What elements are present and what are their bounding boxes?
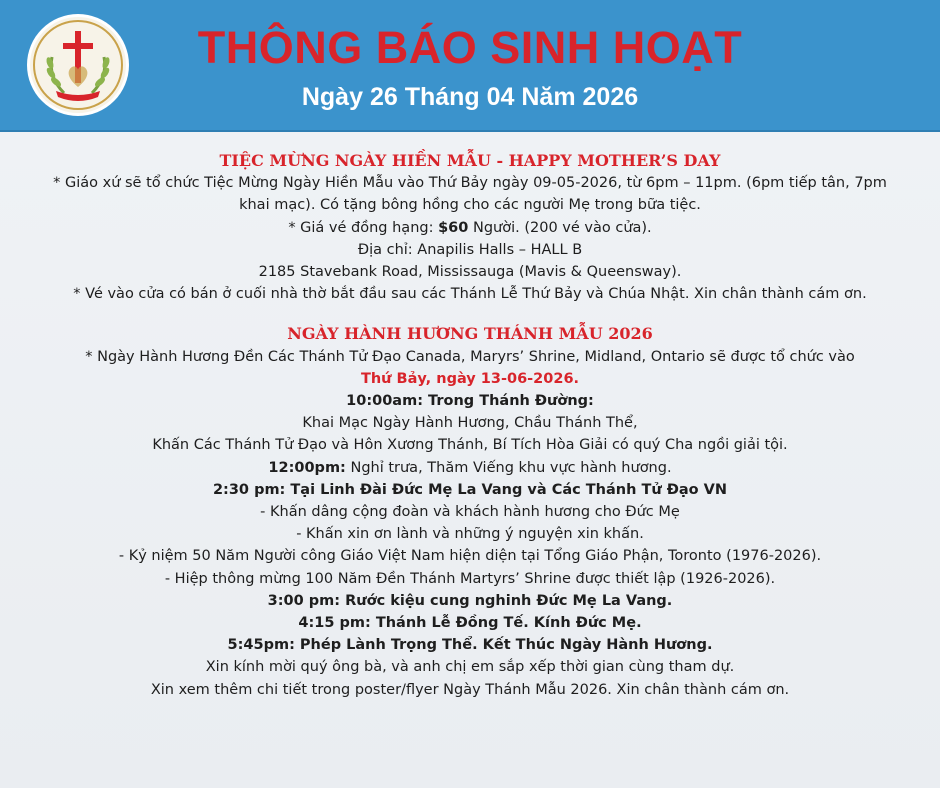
schedule-1615 [0, 612, 940, 634]
closing-more-info: Xin xem thêm chi tiết trong poster/flyer Ngày Thánh Mẫu 2026. Xin chân thành cám ơn. [150, 681, 790, 698]
schedule-1000-title: 10:00am: Trong Thánh Đường: [346, 393, 594, 410]
ticket-price: $60 [438, 219, 469, 236]
price-suffix: Người. (200 vé vào cửa). [468, 219, 652, 236]
schedule-1200-time: 12:00pm: [268, 459, 346, 476]
schedule-1200 [0, 457, 940, 479]
mothers-day-line-2: khai mạc). Có tặng bông hồng cho các người Mẹ trong bữa tiệc. [239, 197, 701, 214]
pilgrimage-date: Thứ Bảy, ngày 13-06-2026. [360, 370, 580, 387]
schedule-1430 [0, 479, 940, 501]
schedule-1000-detail-b: Khấn Các Thánh Tử Đạo và Hôn Xương Thánh, Bí Tích Hòa Giải có quý Cha ngồi giải tội. [152, 437, 788, 454]
venue-label: Địa chỉ: Anapilis Halls – HALL B [357, 241, 583, 258]
schedule-1000 [0, 390, 940, 412]
schedule-1000-detail-a: Khai Mạc Ngày Hành Hương, Chầu Thánh Thể, [302, 415, 638, 432]
schedule-1500-title: 3:00 pm: Rước kiệu cung nghinh Đức Mẹ La Vang. [267, 592, 673, 609]
ticket-price-line [0, 217, 940, 239]
schedule-1745-title: 5:45pm: Phép Lành Trọng Thể. Kết Thúc Ngày Hành Hương. [227, 637, 713, 654]
venue-address: 2185 Stavebank Road, Mississauga (Mavis & Queensway). [258, 264, 682, 281]
closing-invitation: Xin kính mời quý ông bà, và anh chị em sắp xếp thời gian cùng tham dự. [205, 659, 735, 676]
schedule-1615-title: 4:15 pm: Thánh Lễ Đồng Tế. Kính Đức Mẹ. [298, 615, 642, 632]
schedule-1430-detail-b: - Khấn xin ơn lành và những ý nguyện xin khấn. [296, 526, 644, 543]
schedule-1200-text: Nghỉ trưa, Thăm Viếng khu vực hành hương. [345, 459, 672, 476]
schedule-1745 [0, 634, 940, 656]
schedule-1430-title: 2:30 pm: Tại Linh Đài Đức Mẹ La Vang và Các Thánh Tử Đạo VN [212, 481, 728, 498]
schedule-1430-detail-c: - Kỷ niệm 50 Năm Người công Giáo Việt Nam hiện diện tại Tổng Giáo Phận, Toronto (1976-2026). [118, 548, 822, 565]
announcement-date: Ngày 26 Tháng 04 Năm 2026 [301, 83, 639, 111]
pilgrimage-intro: * Ngày Hành Hương Đền Các Thánh Tử Đạo Canada, Maryrs’ Shrine, Midland, Ontario sẽ được tổ chức vào [85, 348, 855, 365]
ticket-sales-note: * Vé vào cửa có bán ở cuối nhà thờ bắt đầu sau các Thánh Lễ Thứ Bảy và Chúa Nhật. Xin chân thành cám ơn. [73, 286, 867, 303]
schedule-1430-detail-d: - Hiệp thông mừng 100 Năm Đền Thánh Martyrs’ Shrine được thiết lập (1926-2026). [164, 570, 776, 587]
page-title: THÔNG BÁO SINH HOẠT [197, 22, 743, 73]
price-prefix: * Giá vé đồng hạng: [288, 219, 439, 236]
mothers-day-line-1: * Giáo xứ sẽ tổ chức Tiệc Mừng Ngày Hiền Mẫu vào Thứ Bảy ngày 09-05-2026, từ 6pm – 11pm. (6pm tiếp tân, 7pm [53, 175, 887, 192]
schedule-1500 [0, 590, 940, 612]
announcement-body [0, 132, 940, 701]
section-spacer [0, 305, 940, 323]
header-banner [0, 0, 940, 132]
schedule-1430-detail-a: - Khấn dâng cộng đoàn và khách hành hương cho Đức Mẹ [260, 504, 680, 521]
section-heading-mothers-day: TIỆC MỪNG NGÀY HIỀN MẪU - HAPPY MOTHER’S DAY [219, 151, 721, 170]
section-heading-pilgrimage: NGÀY HÀNH HƯƠNG THÁNH MẪU 2026 [287, 324, 653, 344]
